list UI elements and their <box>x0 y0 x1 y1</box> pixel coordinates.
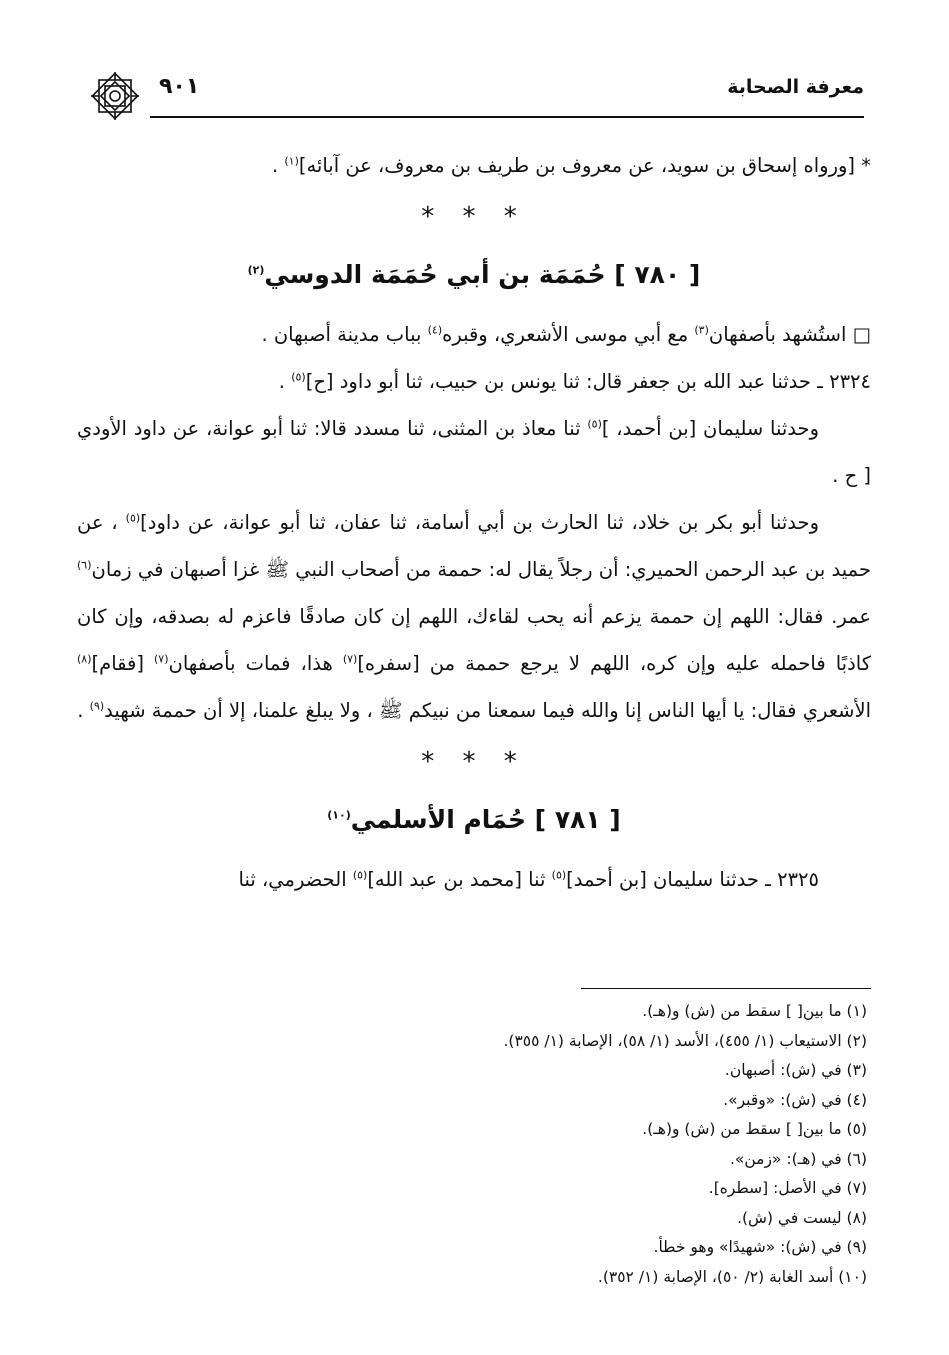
ornament-icon <box>87 68 143 124</box>
main-text <box>77 142 871 903</box>
section-separator: * * * <box>421 747 527 777</box>
footnote-item: (٢) الاستيعاب (١/ ٤٥٥)، الأسد (١/ ٥٨)، الإصابة (١/ ٣٥٥). <box>503 1031 867 1050</box>
footnote-item: (١) ما بين[ ] سقط من (ش) و(هـ). <box>642 1002 867 1020</box>
page-header <box>95 70 864 114</box>
paragraph-martyrdom: □ استُشهد بأصفهان$^{(٣)}$ مع أبي موسى الأشعري، وقبره$^{(٤)}$ بباب مدينة أصبهان . <box>261 323 871 346</box>
chain-paragraph-2: وحدثنا أبو بكر بن خلاد، ثنا الحارث بن أبي أسامة، ثنا عفان، ثنا أبو عوانة، عن داود]$^{(٥)}$ ، عن حميد بن عبد الرحمن الحميري: أن رجلاً يقال له: حممة من أصحاب النبي ﷺ غزا أصبهان في زمان$^{(٦)}$ عمر. فقال: اللهم إن حممة يزعم أنه يحب لقاءك، اللهم إن كان صادقًا فاعزم له بصدقه، وإن كان كاذبًا فاحمله عليه وإن كره، اللهم لا يرجع حممة من [سفره]$^{(٧)}$ هذا، فمات بأصفهان$^{(٧)}$ [فقام]$^{(٨)}$ الأشعري فقال: يا أيها الناس إنا والله فيما سمعنا من نبيكم ﷺ ، ولا يبلغ علمنا، إلا أن حممة شهيد$^{(٩)}$ . <box>77 511 871 722</box>
intro-paragraph: * [ورواه إسحاق بن سويد، عن معروف بن طريف بن معروف، عن آبائه]$^{(١)}$ . <box>271 154 871 177</box>
footnote-item: (٩) في (ش): «شهيدًا» وهو خطأ. <box>653 1238 867 1256</box>
footnote-item: (٦) في (هـ): «زمن». <box>729 1149 867 1168</box>
page-number: ٩٠١ <box>159 74 200 99</box>
footnote-item: (٤) في (ش): «وقبر». <box>723 1090 867 1109</box>
header-divider <box>150 116 864 118</box>
footnote-item: (٧) في الأصل: [سطره]. <box>708 1179 867 1197</box>
hadith-2325: ٢٣٢٥ ـ حدثنا سليمان [بن أحمد]$^{(٥)}$ ثنا [محمد بن عبد الله]$^{(٥)}$ الحضرمي، ثنا <box>238 868 819 891</box>
footnote-item: (٥) ما بين[ ] سقط من (ش) و(هـ). <box>642 1120 867 1138</box>
section-separator: * * * <box>421 202 527 232</box>
entry-heading-781: [ ٧٨١ ] حُمَام الأسلمي$^{(١٠)}$ <box>327 805 621 834</box>
running-title: معرفة الصحابة <box>727 76 864 98</box>
footnote-divider <box>581 988 871 989</box>
footnotes <box>167 997 867 1292</box>
hadith-2324: ٢٣٢٤ ـ حدثنا عبد الله بن جعفر قال: ثنا يونس بن حبيب، ثنا أبو داود [ح]$^{(٥)}$ . <box>278 370 871 393</box>
footnote-item: (٨) ليست في (ش). <box>737 1208 867 1227</box>
entry-heading-780: [ ٧٨٠ ] حُمَمَة بن أبي حُمَمَة الدوسي$^{(٢)}$ <box>247 260 701 289</box>
footnote-item: (٣) في (ش): أصبهان. <box>724 1061 867 1079</box>
chain-paragraph-1: وحدثنا سليمان [بن أحمد، ]$^{(٥)}$ ثنا معاذ بن المثنى، ثنا مسدد قالا: ثنا أبو عوانة، عن داود الأودي [ ح . <box>77 417 871 487</box>
footnote-item: (١٠) أسد الغابة (٢/ ٥٠)، الإصابة (١/ ٣٥٢). <box>597 1267 867 1286</box>
